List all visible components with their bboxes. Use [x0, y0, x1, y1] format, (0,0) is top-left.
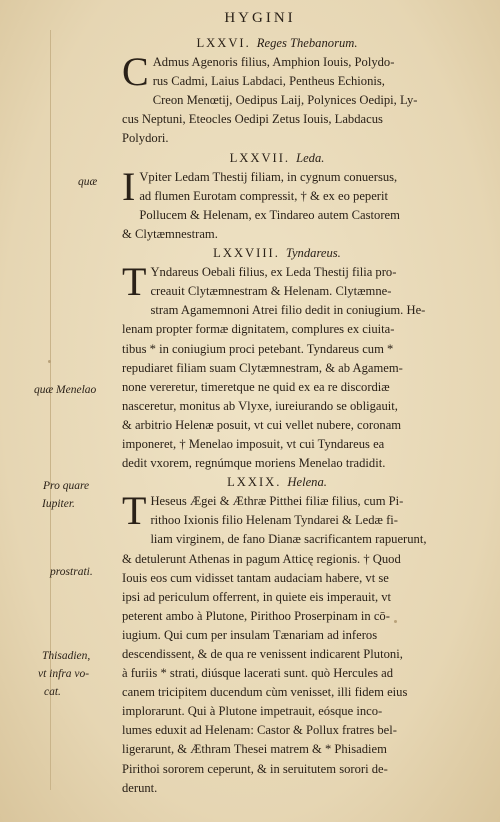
- chapter-number: LXXIX.: [227, 475, 282, 490]
- text-line: Vpiter Ledam Thestij filiam, in cygnum conuersus,: [139, 169, 398, 184]
- chapter-title: Tyndareus.: [285, 246, 341, 261]
- text-line: à furiis * strati, diúsque lacerati sunt. quò Hercules ad: [122, 666, 394, 681]
- margin-note: Iupiter.: [42, 498, 75, 510]
- chapter-title: Reges Thebanorum.: [256, 36, 358, 50]
- margin-note: cat.: [44, 686, 61, 698]
- text-line: cus Neptuni, Eteocles Oedipi Zetus Iouis, Labdacus: [122, 112, 383, 127]
- text-line: none vereretur, timeretque ne quid ex ea re discordiæ: [122, 379, 390, 394]
- text-line: imponeret, † Menelao imposuit, vt cui Tyndareus ea: [122, 436, 385, 451]
- text-line: Yndareus Oebali filius, ex Leda Thestij filia pro-: [150, 265, 397, 280]
- text-line: dedit vxorem, regnúmque moriens Menelao tradidit.: [122, 456, 386, 471]
- text-line: Admus Agenoris filius, Amphion Iouis, Polydo-: [152, 55, 395, 70]
- chapter-title: Leda.: [296, 150, 325, 165]
- text-line: tibus * in coniugium proci petebant. Tyndareus cum *: [122, 341, 394, 356]
- chapter-heading: [122, 34, 432, 53]
- margin-note: Pro quare: [43, 480, 90, 492]
- text-line: Iouis eos cum vidisset tantam audaciam habere, vt se: [122, 570, 389, 585]
- chapter-body: [122, 49, 432, 148]
- margin-note: Thisadien,: [42, 650, 91, 662]
- chapter-number: LXXVI.: [196, 36, 251, 50]
- drop-cap: T: [122, 488, 147, 534]
- text-line: implorarunt. Qui à Plutone impetrauit, eósque inco-: [122, 704, 383, 719]
- text-line: stram Agamemnoni Atrei filio dedit in coniugium. He-: [150, 303, 426, 318]
- margin-note: quæ Menelao: [34, 384, 97, 396]
- margin-note: prostrati.: [50, 566, 93, 578]
- text-line: & detulerunt Athenas in pagum Atticę regionis. † Quod: [122, 551, 401, 566]
- text-line: liam virginem, de fano Dianæ sacrificantem rapuerunt,: [150, 532, 427, 547]
- paper-speck: [48, 360, 51, 363]
- chapter-body: [122, 259, 432, 473]
- chapter-title: Helena.: [287, 475, 327, 490]
- drop-cap: T: [122, 259, 147, 305]
- text-line: lenam propter formæ dignitatem, complures ex ciuita-: [122, 322, 395, 337]
- text-line: ligerarunt, & Æthram Thesei matrem & * Phisadiem: [122, 742, 387, 757]
- text-line: Creon Menœtij, Oedipus Laij, Polynices Oedipi, Ly-: [152, 93, 418, 108]
- chapter-heading: [122, 244, 432, 263]
- chapter-body: [122, 488, 432, 798]
- text-line: iugium. Qui cum per insulam Tænariam ad inferos: [122, 627, 378, 642]
- text-line: descendissent, & de qua re venissent indicarent Plutoni,: [122, 647, 403, 661]
- chapter-number: LXXVII.: [229, 150, 291, 165]
- running-head: HYGINI: [224, 10, 296, 26]
- chapter-heading: [122, 149, 432, 168]
- text-line: ipsi ad periculum offerrent, in quiete eis imperauit, vt: [122, 589, 392, 604]
- chapter-number: LXXVIII.: [213, 246, 280, 261]
- text-line: Pollucem & Helenam, ex Tindareo autem Castorem: [139, 207, 400, 222]
- text-line: Polydori.: [122, 131, 169, 146]
- text-line: rithoo Ixionis filio Helenam Tyndarei & Ledæ fi-: [150, 513, 398, 528]
- margin-note: vt infra vo-: [38, 668, 90, 680]
- text-line: Pirithoi sororem ceperunt, & in seruitutem sorori de-: [122, 761, 388, 776]
- text-line: & arbitrio Helenæ posuit, vt cui vellet nubere, coronam: [122, 417, 402, 432]
- text-line: & Clytæmnestram.: [122, 226, 218, 241]
- main-text-column: [122, 34, 432, 798]
- text-line: rus Cadmi, Laius Labdaci, Pentheus Echionis,: [152, 74, 385, 89]
- margin-note: quæ: [78, 176, 98, 188]
- chapter-body: [122, 163, 432, 244]
- text-line: Heseus Ægei & Æthræ Pitthei filiæ filius, cum Pi-: [150, 494, 404, 509]
- text-line: nasceretur, monitus ab Vlyxe, iureiurando se obligauit,: [122, 398, 398, 413]
- text-line: lumes eduxit ad Helenam: Castor & Pollux fratres bel-: [122, 723, 397, 738]
- drop-cap: C: [122, 49, 149, 95]
- text-line: repudiaret filiam suam Clytæmnestram, & ab Agamem-: [122, 360, 403, 375]
- text-line: derunt.: [122, 780, 158, 795]
- text-line: ad flumen Eurotam compressit, † & ex eo peperit: [139, 188, 388, 203]
- text-line: peterent ambo à Plutone, Pirithoo Proserpinam in cō-: [122, 608, 390, 623]
- drop-cap: I: [122, 163, 136, 209]
- text-line: creauit Clytæmnestram & Helenam. Clytæmne-: [150, 284, 392, 299]
- paper-speck: [394, 620, 397, 623]
- chapter-heading: [122, 473, 432, 492]
- text-line: canem tricipitem ducendum cùm venisset, illi fidem eius: [122, 685, 408, 700]
